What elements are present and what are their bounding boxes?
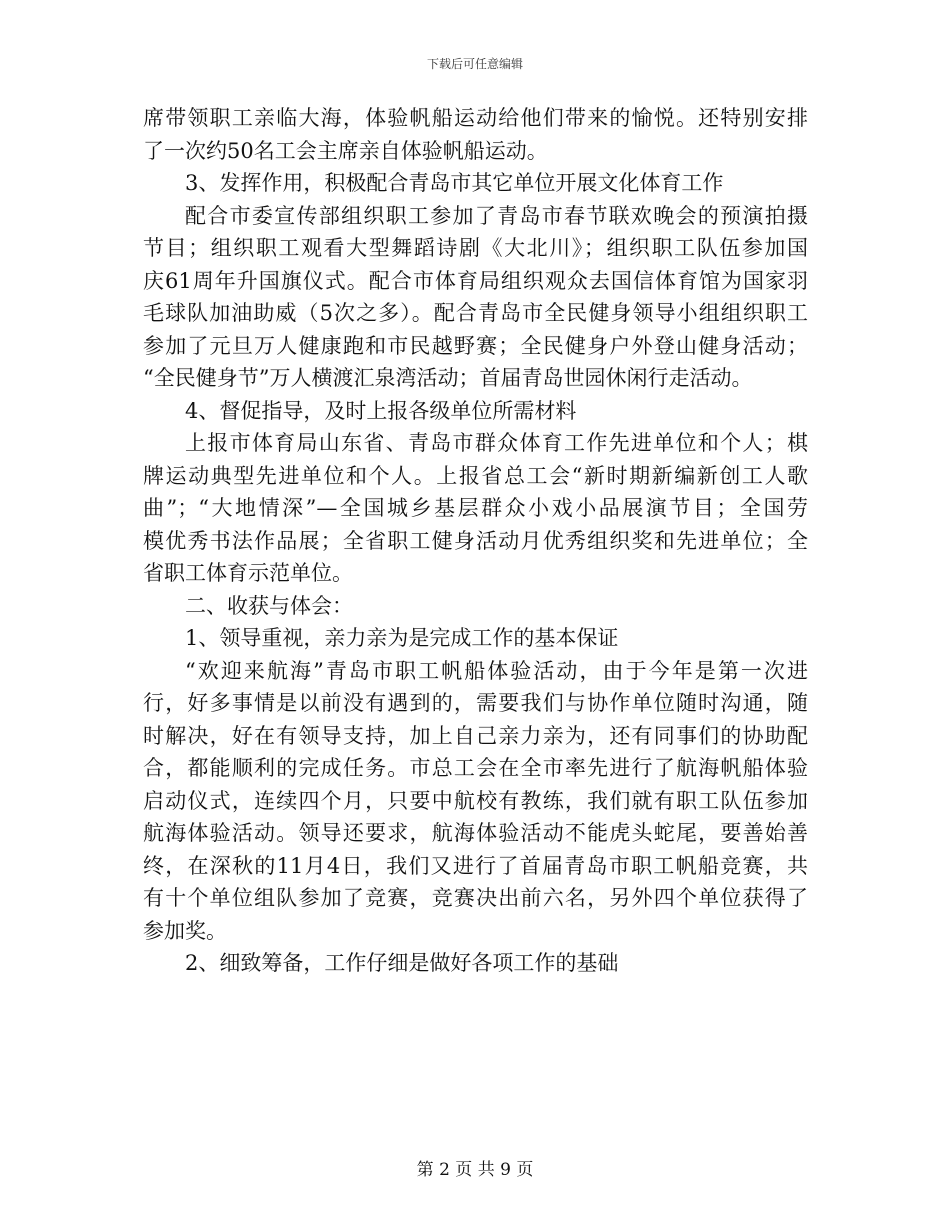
paragraph-line: 模优秀书法作品展；全省职工健身活动月优秀组织奖和先进单位；全 [143,528,808,553]
paragraph-line: 有十个单位组队参加了竞赛，竞赛决出前六名，另外四个单位获得了 [143,886,808,910]
document-body [143,102,808,980]
section-heading: 1、领导重视，亲力亲为是完成工作的基本保证 [185,626,619,650]
paragraph-line: 毛球队加油助威（5次之多）。配合青岛市全民健身领导小组组织职工 [143,301,808,325]
section-heading: 二、收获与体会： [185,593,353,618]
section-heading: 2、细致筹备，工作仔细是做好各项工作的基础 [185,951,619,975]
paragraph-line: 终，在深秋的11月4日，我们又进行了首届青岛市职工帆船竞赛，共 [143,853,808,878]
page-header: 下载后可任意编辑 [426,57,523,71]
paragraph-line: “全民健身节”万人横渡汇泉湾活动；首届青岛世园休闲行走活动。 [143,366,753,390]
paragraph-line: 席带领职工亲临大海，体验帆船运动给他们带来的愉悦。还特别安排 [143,106,808,130]
paragraph-line: 航海体验活动。领导还要求，航海体验活动不能虎头蛇尾，要善始善 [143,821,808,845]
paragraph-line: 参加奖。 [143,918,227,943]
paragraph-line: 行，好多事情是以前没有遇到的，需要我们与协作单位随时沟通，随 [143,691,808,715]
section-heading: 3、发挥作用，积极配合青岛市其它单位开展文化体育工作 [185,171,724,195]
paragraph-line: 节目；组织职工观看大型舞蹈诗剧《大北川》；组织职工队伍参加国 [143,236,808,260]
section-heading: 4、督促指导，及时上报各级单位所需材料 [185,398,577,423]
paragraph-line: 时解决，好在有领导支持，加上自己亲力亲为，还有同事们的协助配 [143,723,808,748]
paragraph-line: “欢迎来航海”青岛市职工帆船体验活动，由于今年是第一次进 [185,658,808,683]
paragraph-line: 启动仪式，连续四个月，只要中航校有教练，我们就有职工队伍参加 [143,788,808,813]
paragraph-line: 省职工体育示范单位。 [143,561,353,585]
paragraph-line: 上报市体育局山东省、青岛市群众体育工作先进单位和个人；棋 [185,431,808,455]
paragraph-line: 了一次约50名工会主席亲自体验帆船运动。 [143,138,548,163]
paragraph-line: 庆61周年升国旗仪式。配合市体育局组织观众去国信体育馆为国家羽 [143,268,808,293]
paragraph-line: 参加了元旦万人健康跑和市民越野赛；全民健身户外登山健身活动； [143,333,808,358]
paragraph-line: 合，都能顺利的完成任务。市总工会在全市率先进行了航海帆船体验 [143,756,808,780]
paragraph-line: 曲”；“大地情深”—全国城乡基层群众小戏小品展演节目；全国劳 [143,496,808,520]
page-number: 第 2 页 共 9 页 [416,1160,534,1180]
paragraph-line: 牌运动典型先进单位和个人。上报省总工会“新时期新编新创工人歌 [143,463,808,488]
paragraph-line: 配合市委宣传部组织职工参加了青岛市春节联欢晚会的预演拍摄 [185,203,808,228]
